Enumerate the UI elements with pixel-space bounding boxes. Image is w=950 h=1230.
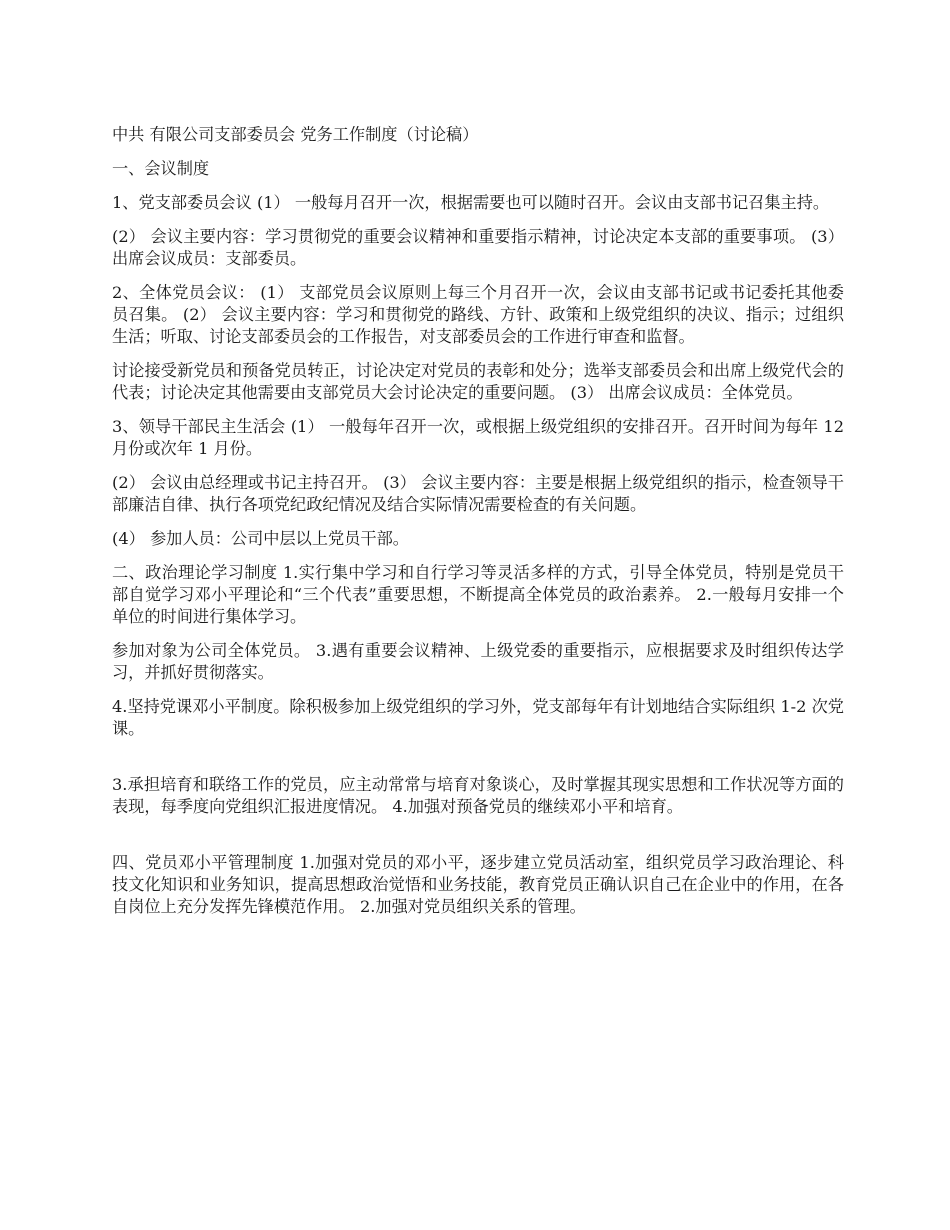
paragraph: (2） 会议主要内容：学习贯彻党的重要会议精神和重要指示精神，讨论决定本支部的重要事项。 (3） 出席会议成员：支部委员。 [112, 227, 844, 268]
paragraph: 2、全体党员会议： (1） 支部党员会议原则上每三个月召开一次，会议由支部书记或书记委托其他委员召集。 (2） 会议主要内容：学习和贯彻党的路线、方针、政策和上级党组织的决议、指示；过组织生活；听取、讨论支部委员会的工作报告，对支部委员会的工作进行审查和监督。 [112, 283, 844, 346]
paragraph: 3.承担培育和联络工作的党员，应主动常常与培育对象谈心，及时掌握其现实思想和工作状况等方面的表现，每季度向党组织汇报进度情况。 4.加强对预备党员的继续邓小平和培育。 [112, 775, 844, 816]
document-body [112, 124, 844, 930]
document-title: 中共 有限公司支部委员会 党务工作制度（讨论稿） [112, 125, 479, 144]
paragraph: 1、党支部委员会议 (1） 一般每月召开一次，根据需要也可以随时召开。会议由支部书记召集主持。 [112, 193, 830, 212]
paragraph: 讨论接受新党员和预备党员转正，讨论决定对党员的表彰和处分；选举支部委员会和出席上级党代会的代表；讨论决定其他需要由支部党员大会讨论决定的重要问题。 (3） 出席会议成员：全体党员。 [112, 361, 844, 402]
paragraph: 4.坚持党课邓小平制度。除积极参加上级党组织的学习外，党支部每年有计划地结合实际组织 1-2 次党课。 [112, 697, 844, 738]
paragraph: 参加对象为公司全体党员。 3.遇有重要会议精神、上级党委的重要指示，应根据要求及时组织传达学习，并抓好贯彻落实。 [112, 641, 844, 682]
paragraph: 四、党员邓小平管理制度 1.加强对党员的邓小平，逐步建立党员活动室，组织党员学习政治理论、科技文化知识和业务知识，提高思想政治觉悟和业务技能，教育党员正确认识自己在企业中的作用，在各自岗位上充分发挥先锋模范作用。 2.加强对党员组织关系的管理。 [112, 853, 844, 916]
paragraph: (4） 参加人员：公司中层以上党员干部。 [112, 529, 409, 548]
paragraph: 二、政治理论学习制度 1.实行集中学习和自行学习等灵活多样的方式，引导全体党员，特别是党员干部自觉学习邓小平理论和“三个代表”重要思想，不断提高全体党员的政治素养。 2.一般每月安排一个单位的时间进行集体学习。 [112, 563, 844, 626]
paragraph: 3、领导干部民主生活会 (1） 一般每年召开一次，或根据上级党组织的安排召开。召开时间为每年 12 月份或次年 1 月份。 [112, 417, 844, 458]
section-heading-meetings: 一、会议制度 [112, 159, 210, 178]
paragraph: (2） 会议由总经理或书记主持召开。 (3） 会议主要内容：主要是根据上级党组织的指示，检查领导干部廉洁自律、执行各项党纪政纪情况及结合实际情况需要检查的有关问题。 [112, 473, 844, 514]
